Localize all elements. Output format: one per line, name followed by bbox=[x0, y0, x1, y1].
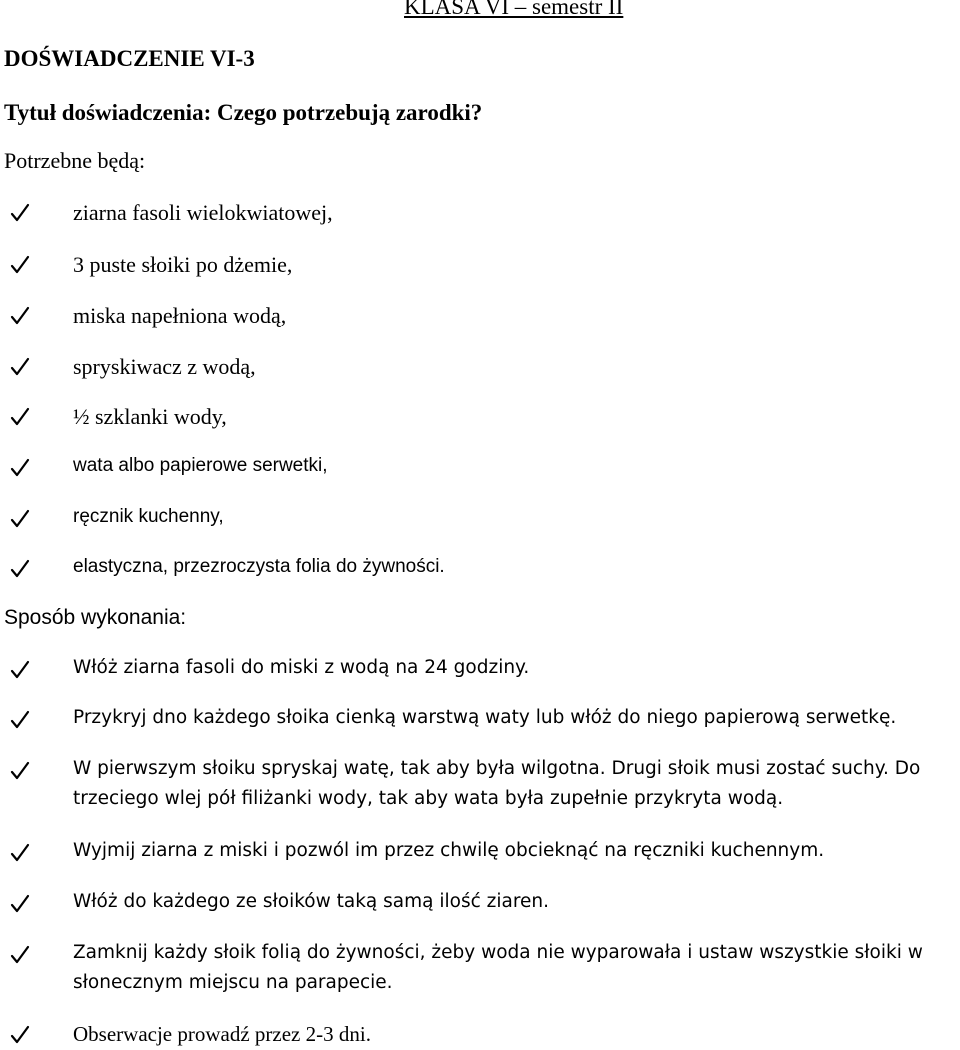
step-text: Obserwacje prowadź przez 2-3 dni. bbox=[73, 1022, 371, 1046]
checkmark-icon bbox=[10, 761, 30, 781]
checkmark-icon bbox=[10, 843, 30, 863]
checkmark-icon bbox=[10, 559, 30, 579]
step-text: Przykryj dno każdego słoika cienką warstwą waty lub włóż do niego papierową serwetkę. bbox=[73, 707, 897, 728]
material-text: wata albo papierowe serwetki, bbox=[73, 455, 328, 476]
checkmark-icon bbox=[10, 255, 30, 275]
step-text-line: Zamknij każdy słoik folią do żywności, żeby woda nie wyparowała i ustaw wszystkie słoiki w bbox=[73, 942, 923, 963]
material-text: miska napełniona wodą, bbox=[73, 303, 287, 328]
checkmark-icon bbox=[10, 509, 30, 529]
checkmark-icon bbox=[10, 894, 30, 914]
step-text: Włóż do każdego ze słoików taką samą ilość ziaren. bbox=[73, 891, 550, 912]
material-text: ręcznik kuchenny, bbox=[73, 506, 224, 527]
class-label: KLASA VI – semestr II bbox=[404, 0, 624, 19]
checkmark-icon bbox=[10, 710, 30, 730]
material-text: 3 puste słoiki po dżemie, bbox=[73, 252, 293, 277]
material-text: ½ szklanki wody, bbox=[73, 404, 227, 429]
step-text: Wyjmij ziarna z miski i pozwól im przez chwilę obcieknąć na ręczniki kuchennym. bbox=[73, 840, 825, 861]
step-text: Włóż ziarna fasoli do miski z wodą na 24 godziny. bbox=[73, 657, 530, 678]
material-text: spryskiwacz z wodą, bbox=[73, 354, 256, 379]
materials-heading: Potrzebne będą: bbox=[4, 148, 146, 173]
procedure-heading: Sposób wykonania: bbox=[4, 606, 187, 629]
material-text: ziarna fasoli wielokwiatowej, bbox=[73, 200, 333, 225]
experiment-title: Tytuł doświadczenia: Czego potrzebują zarodki? bbox=[4, 100, 483, 125]
checkmark-icon bbox=[10, 660, 30, 680]
step-text-line: słonecznym miejscu na parapecie. bbox=[73, 972, 393, 993]
step-text-line: trzeciego wlej pół filiżanki wody, tak aby wata była zupełnie przykryta wodą. bbox=[73, 788, 784, 809]
experiment-id: DOŚWIADCZENIE VI-3 bbox=[4, 46, 255, 71]
material-text: elastyczna, przezroczysta folia do żywności. bbox=[73, 556, 445, 577]
checkmark-icon bbox=[10, 203, 30, 223]
checkmark-icon bbox=[10, 945, 30, 965]
checkmark-icon bbox=[10, 357, 30, 377]
checkmark-icon bbox=[10, 306, 30, 326]
checkmark-icon bbox=[10, 407, 30, 427]
step-text-line: W pierwszym słoiku spryskaj watę, tak aby była wilgotna. Drugi słoik musi zostać suchy. Do bbox=[73, 758, 921, 779]
checkmark-icon bbox=[10, 1025, 30, 1045]
checkmark-icon bbox=[10, 458, 30, 478]
